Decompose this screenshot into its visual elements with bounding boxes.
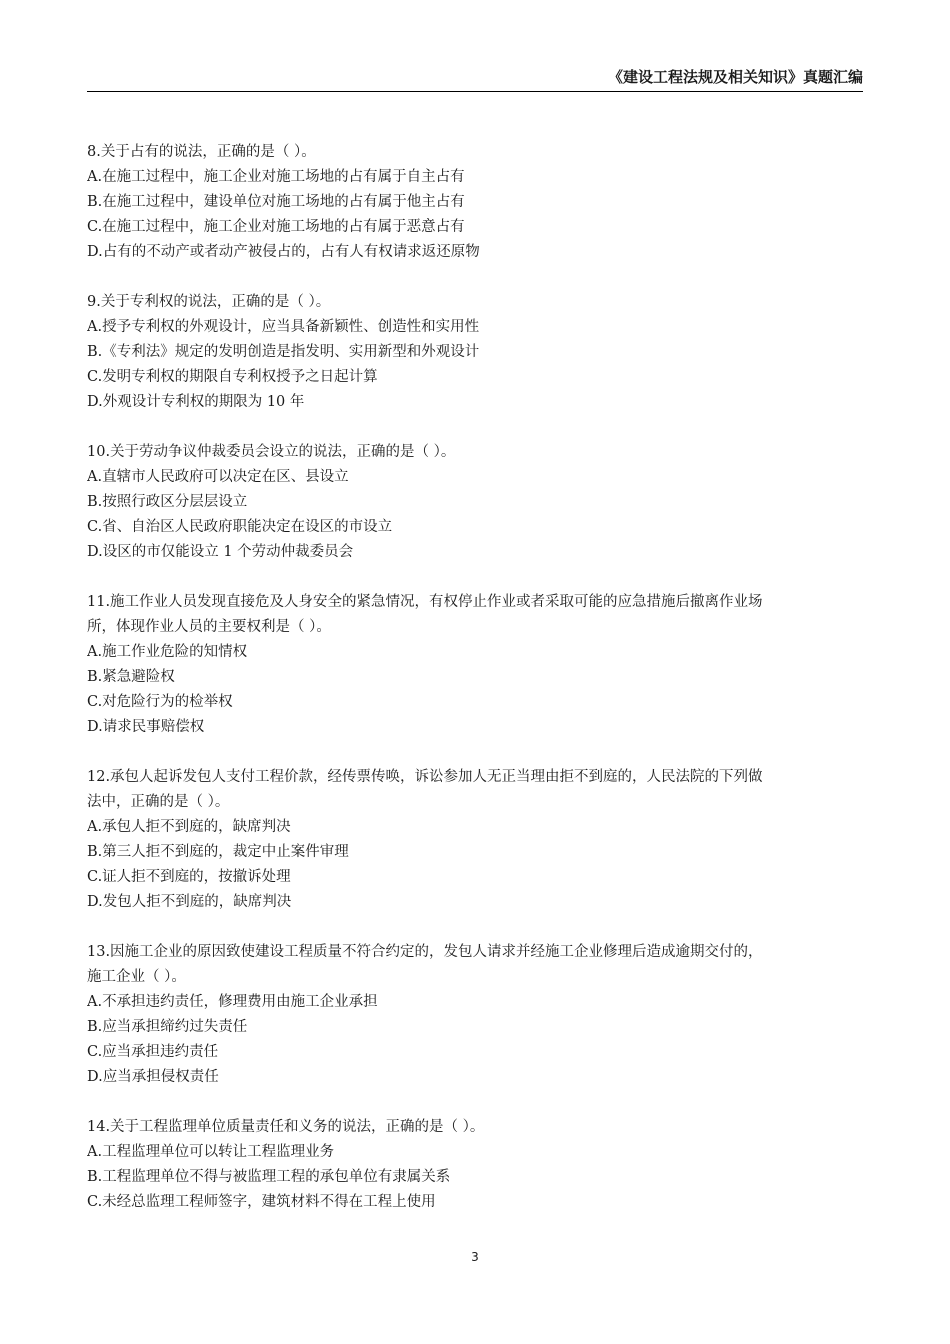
option-c: C.未经总监理工程师签字，建筑材料不得在工程上使用 bbox=[87, 1194, 436, 1210]
question-9 bbox=[87, 290, 863, 415]
question-stem: 8.关于占有的说法，正确的是（ ）。 bbox=[87, 144, 316, 160]
option-c: C.发明专利权的期限自专利权授予之日起计算 bbox=[87, 369, 378, 385]
option-b: B.《专利法》规定的发明创造是指发明、实用新型和外观设计 bbox=[87, 344, 480, 360]
question-stem: 13.因施工企业的原因致使建设工程质量不符合约定的，发包人请求并经施工企业修理后造成逾期交付的， bbox=[87, 944, 763, 960]
option-a: A.授予专利权的外观设计，应当具备新颖性、创造性和实用性 bbox=[87, 319, 480, 335]
option-d: D.外观设计专利权的期限为 10 年 bbox=[87, 394, 305, 410]
question-stem-continued: 施工企业（ ）。 bbox=[87, 969, 186, 985]
question-8 bbox=[87, 140, 863, 265]
question-stem-continued: 所，体现作业人员的主要权利是（ ）。 bbox=[87, 619, 331, 635]
option-b: B.工程监理单位不得与被监理工程的承包单位有隶属关系 bbox=[87, 1169, 451, 1185]
option-d: D.请求民事赔偿权 bbox=[87, 719, 205, 735]
option-c: C.应当承担违约责任 bbox=[87, 1044, 219, 1060]
option-d: D.应当承担侵权责任 bbox=[87, 1069, 219, 1085]
page-number: 3 bbox=[471, 1250, 479, 1264]
question-stem: 12.承包人起诉发包人支付工程价款，经传票传唤，诉讼参加人无正当理由拒不到庭的，人民法院的下列做 bbox=[87, 769, 763, 785]
option-a: A.施工作业危险的知情权 bbox=[87, 644, 248, 660]
question-stem-continued: 法中，正确的是（ ）。 bbox=[87, 794, 230, 810]
question-stem: 14.关于工程监理单位质量责任和义务的说法，正确的是（ ）。 bbox=[87, 1119, 485, 1135]
option-a: A.不承担违约责任，修理费用由施工企业承担 bbox=[87, 994, 378, 1010]
option-b: B.第三人拒不到庭的，裁定中止案件审理 bbox=[87, 844, 349, 860]
page-header bbox=[87, 66, 863, 92]
option-a: A.在施工过程中，施工企业对施工场地的占有属于自主占有 bbox=[87, 169, 465, 185]
option-c: C.在施工过程中，施工企业对施工场地的占有属于恶意占有 bbox=[87, 219, 465, 235]
question-14 bbox=[87, 1115, 863, 1215]
option-b: B.在施工过程中，建设单位对施工场地的占有属于他主占有 bbox=[87, 194, 465, 210]
question-12 bbox=[87, 765, 863, 915]
option-d: D.发包人拒不到庭的，缺席判决 bbox=[87, 894, 292, 910]
option-d: D.占有的不动产或者动产被侵占的，占有人有权请求返还原物 bbox=[87, 244, 480, 260]
question-stem: 11.施工作业人员发现直接危及人身安全的紧急情况，有权停止作业或者采取可能的应急措施后撤离作业场 bbox=[87, 594, 763, 610]
question-10 bbox=[87, 440, 863, 565]
option-c: C.省、自治区人民政府职能决定在设区的市设立 bbox=[87, 519, 393, 535]
option-b: B.应当承担缔约过失责任 bbox=[87, 1019, 248, 1035]
option-a: A.直辖市人民政府可以决定在区、县设立 bbox=[87, 469, 349, 485]
question-stem: 10.关于劳动争议仲裁委员会设立的说法，正确的是（ ）。 bbox=[87, 444, 456, 460]
question-stem: 9.关于专利权的说法，正确的是（ ）。 bbox=[87, 294, 331, 310]
document-title: 《建设工程法规及相关知识》真题汇编 bbox=[607, 68, 863, 86]
question-list bbox=[87, 140, 863, 1240]
option-a: A.承包人拒不到庭的，缺席判决 bbox=[87, 819, 291, 835]
option-c: C.证人拒不到庭的，按撤诉处理 bbox=[87, 869, 291, 885]
option-b: B.按照行政区分层层设立 bbox=[87, 494, 248, 510]
option-c: C.对危险行为的检举权 bbox=[87, 694, 233, 710]
question-13 bbox=[87, 940, 863, 1090]
option-b: B.紧急避险权 bbox=[87, 669, 175, 685]
option-d: D.设区的市仅能设立 1 个劳动仲裁委员会 bbox=[87, 544, 354, 560]
question-11 bbox=[87, 590, 863, 740]
option-a: A.工程监理单位可以转让工程监理业务 bbox=[87, 1144, 335, 1160]
